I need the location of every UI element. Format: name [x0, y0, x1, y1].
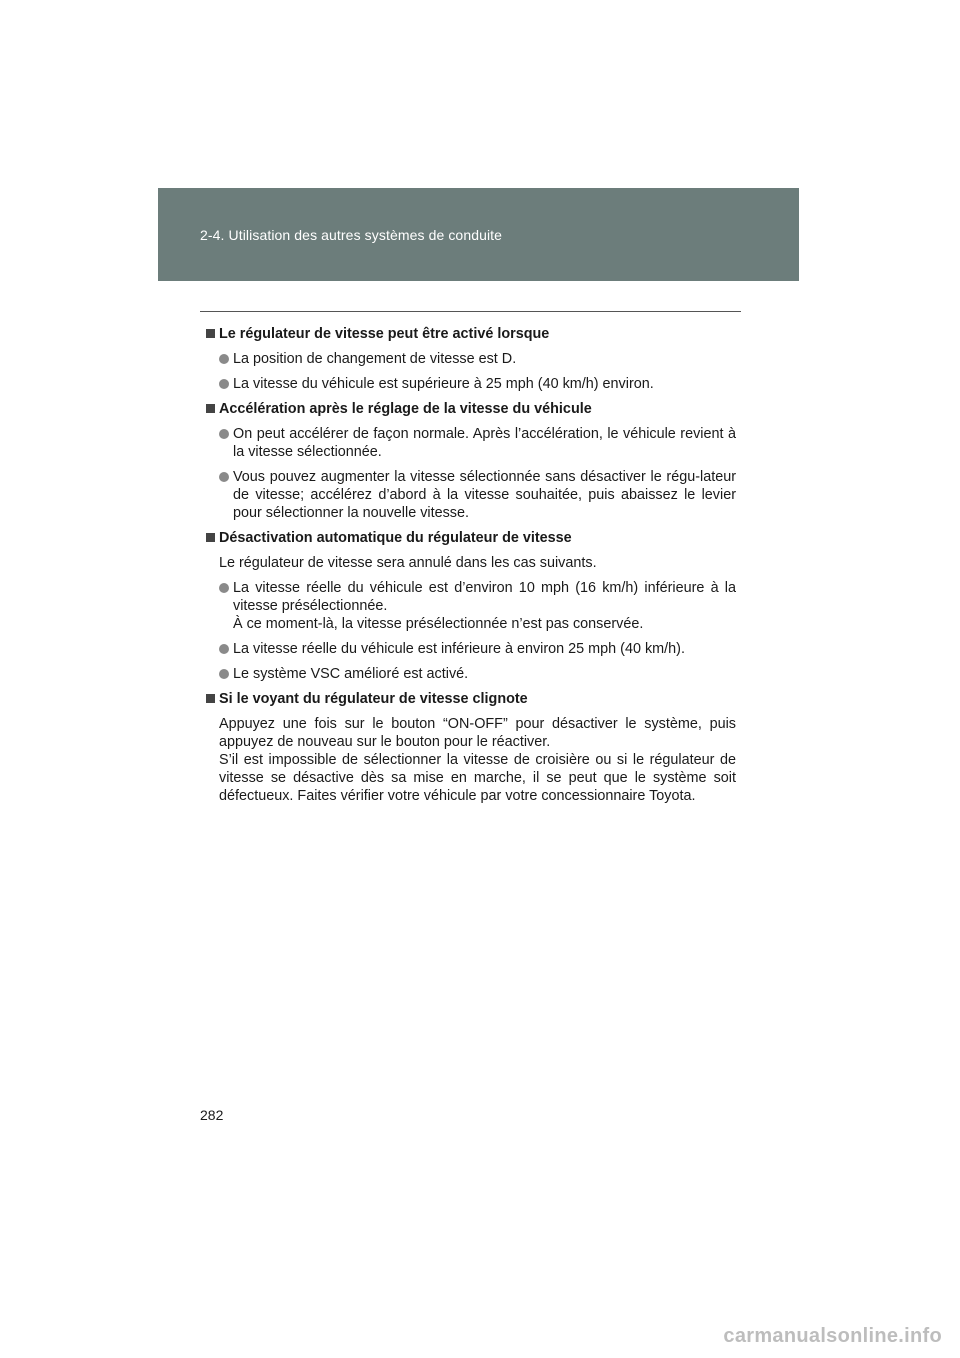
square-bullet-icon: [206, 694, 215, 703]
divider-rule: [200, 311, 741, 312]
list-item: Le système VSC amélioré est activé.: [219, 665, 736, 683]
list-item: On peut accélérer de façon normale. Après l’accélération, le véhicule revient à la vitesse sélectionnée.: [219, 425, 736, 461]
circle-bullet-icon: [219, 429, 229, 439]
page-number: 282: [200, 1107, 224, 1123]
header-band: [158, 188, 799, 281]
square-bullet-icon: [206, 329, 215, 338]
list-item: La vitesse réelle du véhicule est inférieure à environ 25 mph (40 km/h).: [219, 640, 736, 658]
circle-bullet-icon: [219, 379, 229, 389]
section-heading: Si le voyant du régulateur de vitesse clignote: [206, 690, 736, 708]
list-item: La vitesse du véhicule est supérieure à 25 mph (40 km/h) environ.: [219, 375, 736, 393]
circle-bullet-icon: [219, 644, 229, 654]
circle-bullet-icon: [219, 472, 229, 482]
section-heading: Désactivation automatique du régulateur de vitesse: [206, 529, 736, 547]
list-item: Vous pouvez augmenter la vitesse sélectionnée sans désactiver le régu-lateur de vitesse; accélérez d’abord à la vitesse souhaitée, puis abaissez le levier pour sélectionner la nouvelle vitesse.: [219, 468, 736, 522]
paragraph: Appuyez une fois sur le bouton “ON-OFF” pour désactiver le système, puis appuyez de nouveau sur le bouton pour le réactiver. S’il est impossible de sélectionner la vitesse de croisière ou si le régulateur de vitesse se désactive dès sa mise en marche, il se peut que le système soit défectueux. Faites vérifier votre véhicule par votre concessionnaire Toyota.: [219, 716, 736, 804]
section-title: 2-4. Utilisation des autres systèmes de conduite: [200, 227, 503, 243]
list-item: La vitesse réelle du véhicule est d’environ 10 mph (16 km/h) inférieure à la vitesse présélectionnée. À ce moment-là, la vitesse présélectionnée n’est pas conservée.: [219, 579, 736, 633]
circle-bullet-icon: [219, 354, 229, 364]
section-heading: Accélération après le réglage de la vitesse du véhicule: [206, 400, 736, 418]
circle-bullet-icon: [219, 669, 229, 679]
watermark-text: carmanualsonline.info: [723, 1325, 942, 1347]
section-heading: Le régulateur de vitesse peut être activé lorsque: [206, 325, 736, 343]
section-intro: Le régulateur de vitesse sera annulé dans les cas suivants.: [219, 555, 597, 571]
square-bullet-icon: [206, 533, 215, 542]
square-bullet-icon: [206, 404, 215, 413]
circle-bullet-icon: [219, 583, 229, 593]
list-item: La position de changement de vitesse est D.: [219, 350, 736, 368]
page-content: [206, 325, 736, 805]
